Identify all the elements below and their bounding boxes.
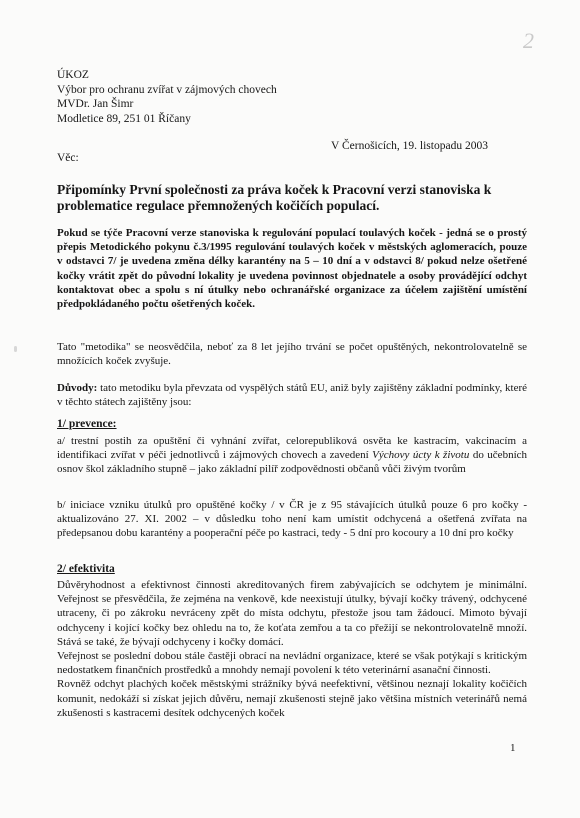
sender-person: MVDr. Jan Šimr [57,98,134,110]
prevence-a-paragraph [57,434,527,477]
sender-org: ÚKOZ [57,69,89,81]
prevence-a-italic: Výchovy úcty k životu [372,449,470,462]
handwritten-page-mark: 2 [523,28,534,53]
margin-smudge [14,346,17,352]
page-number: 1 [510,742,516,754]
efektivita-paragraph-3: Rovněž odchyt plachých koček městskými strážníky bývá neefektivní, většinou neznají lokality kočičích komunit, nedokáží si získat jejich důvěru, nemají zkušenosti stejně jako většina místních veterinářů nemá zkušenosti s kastracemi desítek odchycených koček [57,678,527,719]
prevence-a-start: a/ trestní postih za opuštění či vyhnání zvířat, celorepubliková osvěta ke kastracím, vakcinacím a identifikaci zvířat v péči jednotlivců i zájmových chovech a zavedení [57,435,527,462]
date-line: V Černošicích, 19. listopadu 2003 [331,140,488,152]
duvody-paragraph [57,381,527,409]
section-prevence-heading: 1/ prevence: [57,418,117,430]
section-efektivita-heading: 2/ efektivita [57,563,115,575]
metodika-paragraph: Tato "metodika" se neosvědčila, neboť za 8 let jejího trvání se počet opuštěných, nekontrolovatelně se množících koček zvyšuje. [57,341,527,368]
intro-paragraph: Pokud se týče Pracovní verze stanoviska k regulování populací toulavých koček - jedná se o prostý přepis Metodického pokynu č.3/1995 regulování toulavých koček v městských aglomeracích, pouze v odstavci 7/ je uvedena změna délky karantény na 5 – 10 dní a v odstavci 8/ pokud nelze ošetřené kočky vrátit zpět do původní lokality je uvedena povinnost objednatele a osoby provádějící odchyt kontaktovat obec a spolu s ní útulky nebo ochranářské organizace za účelem zajištění umístění předpokládaného počtu ošetřených koček. [57,227,527,311]
efektivita-body [57,578,527,720]
document-title: Připomínky První společnosti za práva koček k Pracovní verzi stanoviska k problematice regulace přemnožených kočičích populací. [57,182,492,213]
efektivita-paragraph-2: Veřejnost se poslední dobou stále častěji obrací na nevládní organizace, které se však potýkají s kritickým nedostatkem finančních prostředků a mnohdy nemají povolení k této veterinární asanační činnosti. [57,650,527,677]
sender-committee: Výbor pro ochranu zvířat v zájmových chovech [57,83,277,96]
efektivita-paragraph-1: Důvěryhodnost a efektivnost činnosti akreditovaných firem zabývajících se odchytem je minimální. Veřejnost se přesvědčila, že zejména na venkově, kde neexistují útulky, bývají kočky trávený, odchycené utraceny, či po zákroku nevráceny zpět do místa odchytu, přestože jsou tam žádoucí. Mimoto bývají odchyceny i kojící kočky bez ohledu na to, že koťata zemřou a ta co přežijí se nekontrolovatelně množí. Stává se také, že bývají odchyceny i kočky domácí. [57,579,527,648]
subject-label: Věc: [57,152,79,164]
prevence-a-end: do učebních osnov škol základního stupně – jako základní pilíř zodpovědnosti občanů vůči živým tvorům [57,449,528,476]
duvody-label: Důvody: [57,382,98,394]
sender-street: Modletice 89, 251 01 Říčany [57,112,191,125]
sender-address [57,68,527,126]
duvody-text: tato metodiku byla převzata od vyspělých států EU, aniž byly zajištěny základní podmínky, které v těchto státech zajištěny jsou: [57,382,527,409]
prevence-b-paragraph: b/ iniciace vzniku útulků pro opuštěné kočky / v ČR je z 95 stávajících útulků pouze 6 pro kočky - aktualizováno 27. XI. 2002 – v důsledku toho není kam umístit odchycená a ošetřená zvířata na předepsanou dobu karantény a pooperační péče po kastraci, tedy - 5 dní pro kocoury a 10 dní pro kočky [57,499,527,540]
